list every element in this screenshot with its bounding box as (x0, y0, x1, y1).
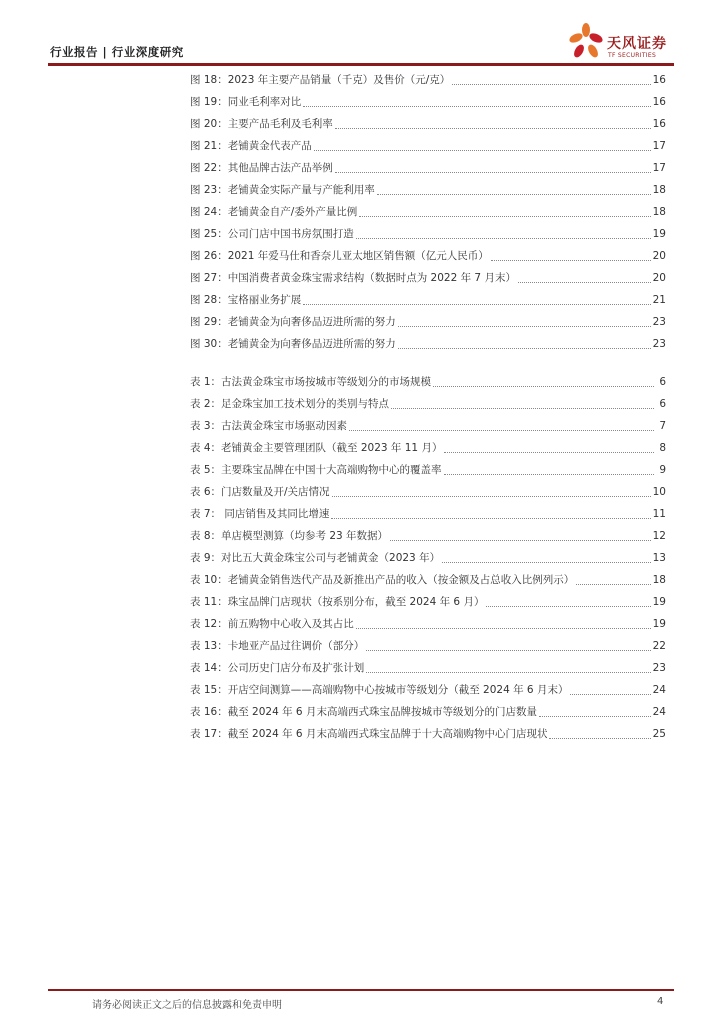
table-entry-page: 10 (652, 486, 666, 498)
dot-leader (314, 149, 651, 151)
dot-leader (491, 259, 651, 261)
table-entry[interactable] (190, 459, 666, 481)
table-entry[interactable] (190, 525, 666, 547)
figure-entry[interactable] (190, 135, 666, 157)
table-entry-page: 23 (652, 662, 666, 674)
figure-entry-label: 图 25：公司门店中国书房氛围打造 (190, 228, 354, 240)
dot-leader (390, 539, 651, 541)
figure-entry-page: 18 (652, 206, 666, 218)
table-entry-label: 表 3：古法黄金珠宝市场驱动因素 (190, 420, 348, 432)
figure-entry[interactable] (190, 69, 666, 91)
figure-entry-page: 18 (652, 184, 666, 196)
footer-divider (48, 989, 674, 991)
dot-leader (442, 561, 651, 563)
dot-leader (356, 237, 651, 239)
table-entry[interactable] (190, 415, 666, 437)
table-entry-label: 表 11：珠宝品牌门店现状（按系别分布，截至 2024 年 6 月） (190, 596, 485, 608)
table-entry[interactable] (190, 371, 666, 393)
dot-leader (349, 429, 654, 431)
figure-entry-page: 20 (652, 272, 666, 284)
figure-entry[interactable] (190, 91, 666, 113)
dot-leader (377, 193, 651, 195)
figure-entry-page: 23 (652, 338, 666, 350)
table-entry-label: 表 13：卡地亚产品过往调价（部分） (190, 640, 365, 652)
table-entry-label: 表 10：老铺黄金销售迭代产品及新推出产品的收入（按金额及占总收入比例列示） (190, 574, 575, 586)
figure-entry[interactable] (190, 157, 666, 179)
dot-leader (303, 105, 650, 107)
table-entry-label: 表 5：主要珠宝品牌在中国十大高端购物中心的覆盖率 (190, 464, 442, 476)
table-entry-label: 表 16：截至 2024 年 6 月末高端西式珠宝品牌按城市等级划分的门店数量 (190, 706, 537, 718)
table-entry-label: 表 6：门店数量及开/关店情况 (190, 486, 330, 498)
figure-entry-label: 图 26：2021 年爱马仕和香奈儿亚太地区销售额（亿元人民币） (190, 250, 489, 262)
figure-entry-page: 19 (652, 228, 666, 240)
table-entry[interactable] (190, 481, 666, 503)
figure-entry-label: 图 28：宝格丽业务扩展 (190, 294, 302, 306)
figure-entry-label: 图 20：主要产品毛利及毛利率 (190, 118, 333, 130)
figure-entry-page: 17 (652, 140, 666, 152)
table-entry-page: 9 (659, 464, 666, 476)
figure-entry-label: 图 24：老铺黄金自产/委外产量比例 (190, 206, 358, 218)
header-divider (48, 63, 674, 66)
table-entry[interactable] (190, 437, 666, 459)
logo-name: 天风证券 (607, 36, 667, 52)
dot-leader (331, 517, 650, 519)
dot-leader (366, 671, 650, 673)
table-entry[interactable] (190, 393, 666, 415)
table-entry-page: 18 (652, 574, 666, 586)
table-entry-page: 7 (659, 420, 666, 432)
table-entry-label: 表 2：足金珠宝加工技术划分的类别与特点 (190, 398, 390, 410)
table-entry[interactable] (190, 701, 666, 723)
table-entry[interactable] (190, 679, 666, 701)
table-entry-page: 6 (659, 398, 666, 410)
dot-leader (539, 715, 651, 717)
figure-entry[interactable] (190, 289, 666, 311)
table-entry-page: 12 (652, 530, 666, 542)
footer-disclaimer: 请务必阅读正文之后的信息披露和免责申明 (92, 1000, 282, 1011)
dot-leader (335, 127, 651, 129)
table-entry[interactable] (190, 547, 666, 569)
dot-leader (303, 303, 650, 305)
table-entry-label: 表 7： 同店销售及其同比增速 (190, 508, 330, 520)
company-logo (568, 22, 678, 62)
figure-entry-label: 图 30：老铺黄金为向奢侈品迈进所需的努力 (190, 338, 396, 350)
table-entry-label: 表 9：对比五大黄金珠宝公司与老铺黄金（2023 年） (190, 552, 441, 564)
figure-entry[interactable] (190, 311, 666, 333)
figure-entry-page: 16 (652, 118, 666, 130)
table-entry-label: 表 12：前五购物中心收入及其占比 (190, 618, 354, 630)
table-entry[interactable] (190, 635, 666, 657)
flower-logo-icon (568, 22, 604, 62)
table-entry-page: 13 (652, 552, 666, 564)
dot-leader (486, 605, 650, 607)
figure-entry-label: 图 27：中国消费者黄金珠宝需求结构（数据时点为 2022 年 7 月末） (190, 272, 516, 284)
table-entry-page: 8 (659, 442, 666, 454)
table-list (190, 371, 666, 745)
figure-entry-label: 图 19：同业毛利率对比 (190, 96, 302, 108)
figure-entry-page: 20 (652, 250, 666, 262)
figure-entry-label: 图 21：老铺黄金代表产品 (190, 140, 312, 152)
figure-entry[interactable] (190, 179, 666, 201)
table-entry-label: 表 17：截至 2024 年 6 月末高端西式珠宝品牌于十大高端购物中心门店现状 (190, 728, 548, 740)
table-entry-page: 25 (652, 728, 666, 740)
figure-entry[interactable] (190, 223, 666, 245)
figure-entry-page: 16 (652, 74, 666, 86)
dot-leader (452, 83, 650, 85)
figure-entry[interactable] (190, 113, 666, 135)
table-entry-page: 19 (652, 618, 666, 630)
figure-entry[interactable] (190, 201, 666, 223)
figure-entry-page: 16 (652, 96, 666, 108)
table-of-contents (190, 69, 666, 745)
dot-leader (356, 627, 651, 629)
table-entry-page: 11 (652, 508, 666, 520)
dot-leader (391, 407, 654, 409)
dot-leader (444, 473, 654, 475)
dot-leader (366, 649, 650, 651)
dot-leader (518, 281, 651, 283)
figure-entry[interactable] (190, 333, 666, 355)
table-entry-page: 6 (659, 376, 666, 388)
table-entry-label: 表 14：公司历史门店分布及扩张计划 (190, 662, 365, 674)
dot-leader (332, 495, 651, 497)
figure-entry-label: 图 18：2023 年主要产品销量（千克）及售价（元/克） (190, 74, 451, 86)
dot-leader (433, 385, 654, 387)
logo-english: TF SECURITIES (608, 52, 657, 59)
figure-entry-page: 23 (652, 316, 666, 328)
table-entry[interactable] (190, 591, 666, 613)
figure-entry-page: 17 (652, 162, 666, 174)
table-entry-label: 表 4：老铺黄金主要管理团队（截至 2023 年 11 月） (190, 442, 443, 454)
page-number: 4 (657, 996, 664, 1007)
dot-leader (549, 737, 650, 739)
table-entry-page: 24 (652, 706, 666, 718)
table-entry[interactable] (190, 723, 666, 745)
figure-entry-label: 图 22：其他品牌古法产品举例 (190, 162, 333, 174)
table-entry-label: 表 8：单店模型测算（均参考 23 年数据） (190, 530, 389, 542)
report-category: 行业报告 | 行业深度研究 (50, 45, 184, 59)
dot-leader (398, 347, 651, 349)
dot-leader (359, 215, 650, 217)
figure-entry-label: 图 23：老铺黄金实际产量与产能利用率 (190, 184, 375, 196)
table-entry-label: 表 1：古法黄金珠宝市场按城市等级划分的市场规模 (190, 376, 432, 388)
figure-entry-page: 21 (652, 294, 666, 306)
table-entry[interactable] (190, 613, 666, 635)
table-entry[interactable] (190, 503, 666, 525)
table-entry-page: 24 (652, 684, 666, 696)
figure-entry-label: 图 29：老铺黄金为向奢侈品迈进所需的努力 (190, 316, 396, 328)
table-entry-label: 表 15：开店空间测算——高端购物中心按城市等级划分（截至 2024 年 6 月末） (190, 684, 569, 696)
table-entry[interactable] (190, 569, 666, 591)
figure-entry[interactable] (190, 245, 666, 267)
figure-list (190, 69, 666, 355)
dot-leader (335, 171, 651, 173)
table-entry-page: 22 (652, 640, 666, 652)
table-entry[interactable] (190, 657, 666, 679)
dot-leader (576, 583, 650, 585)
dot-leader (570, 693, 650, 695)
figure-entry[interactable] (190, 267, 666, 289)
dot-leader (398, 325, 651, 327)
table-entry-page: 19 (652, 596, 666, 608)
dot-leader (444, 451, 654, 453)
